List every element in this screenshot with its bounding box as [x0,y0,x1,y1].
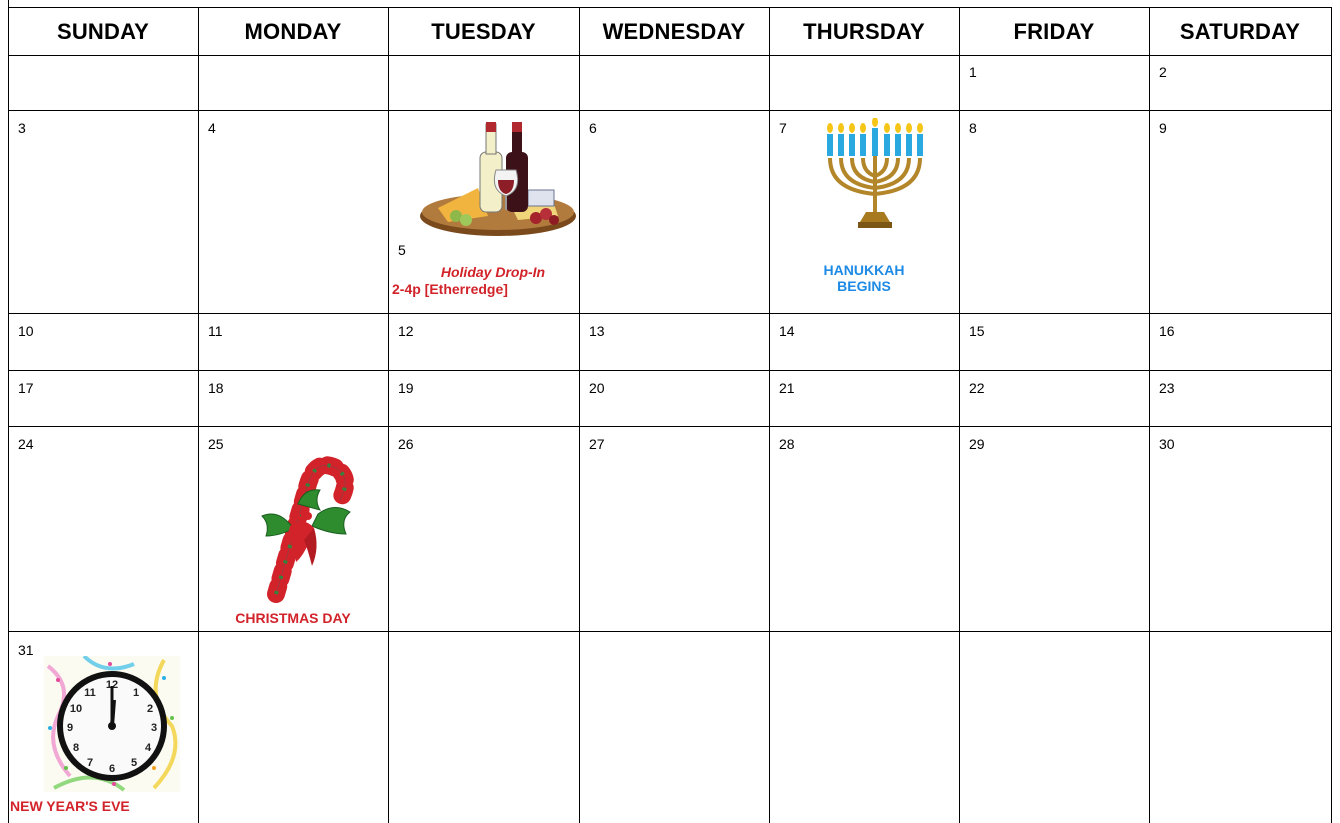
weekday-header-thursday: THURSDAY [803,19,925,44]
grid-line [769,7,770,823]
svg-text:9: 9 [66,722,74,734]
day-number: 27 [589,436,605,452]
day-number: 30 [1159,436,1175,452]
day-number: 31 [18,642,34,658]
event-christmas-day: CHRISTMAS DAY [235,610,351,626]
svg-text:12: 12 [105,679,119,691]
day-number: 6 [589,120,597,136]
svg-text:2: 2 [146,703,154,715]
day-number: 18 [208,380,224,396]
day-number: 2 [1159,64,1167,80]
day-number: 14 [779,323,795,339]
day-number: 12 [398,323,414,339]
day-number: 8 [969,120,977,136]
day-number: 15 [969,323,985,339]
svg-text:8: 8 [72,742,80,754]
day-number: 29 [969,436,985,452]
svg-text:7: 7 [86,757,94,769]
grid-line [579,7,580,823]
weekday-header-monday: MONDAY [244,19,342,44]
weekday-header-friday: FRIDAY [1013,19,1095,44]
event-holiday-drop-in: Holiday Drop-In [440,264,546,280]
day-number: 28 [779,436,795,452]
day-number: 23 [1159,380,1175,396]
day-number: 1 [969,64,977,80]
day-number: 4 [208,120,216,136]
day-number: 11 [208,323,223,339]
day-number: 5 [398,242,406,258]
day-number: 20 [589,380,605,396]
grid-line [8,426,1332,427]
weekday-header-wednesday: WEDNESDAY [602,19,746,44]
weekday-header-saturday: SATURDAY [1179,19,1301,44]
event-new-years-eve: NEW YEAR'S EVE [10,798,130,814]
wine-cheese-platter-icon [418,118,578,242]
grid-line [388,7,389,823]
candy-cane-icon [248,444,358,604]
grid-line [8,0,9,823]
grid-line [8,110,1332,111]
grid-line [1331,7,1332,823]
svg-text:10: 10 [69,703,83,715]
grid-line [198,7,199,823]
grid-line [8,370,1332,371]
grid-line [8,631,1332,632]
svg-text:11: 11 [84,687,96,699]
day-number: 3 [18,120,26,136]
grid-line [8,313,1332,314]
svg-text:6: 6 [108,763,116,775]
grid-line [959,7,960,823]
day-number: 9 [1159,120,1167,136]
day-number: 21 [779,380,795,396]
day-number: 25 [208,436,224,452]
event-hanukkah-line1: HANUKKAH [823,262,905,278]
day-number: 22 [969,380,985,396]
grid-line [8,55,1332,56]
day-number: 17 [18,380,34,396]
svg-text:1: 1 [132,687,140,699]
grid-line [1149,7,1150,823]
event-hanukkah-line2: BEGINS [837,278,891,294]
event-holiday-drop-in-detail: 2-4p [Etherredge] [392,281,508,297]
day-number: 16 [1159,323,1175,339]
svg-text:4: 4 [144,742,152,754]
weekday-header-sunday: SUNDAY [56,19,150,44]
day-number: 24 [18,436,34,452]
new-year-clock-icon [44,656,180,792]
weekday-header-tuesday: TUESDAY [431,19,536,44]
day-number: 13 [589,323,605,339]
calendar [8,0,1332,823]
day-number: 7 [779,120,787,136]
svg-text:3: 3 [150,722,158,734]
day-number: 26 [398,436,414,452]
day-number: 19 [398,380,414,396]
menorah-icon [820,118,930,242]
day-number: 10 [18,323,34,339]
svg-text:5: 5 [130,757,138,769]
